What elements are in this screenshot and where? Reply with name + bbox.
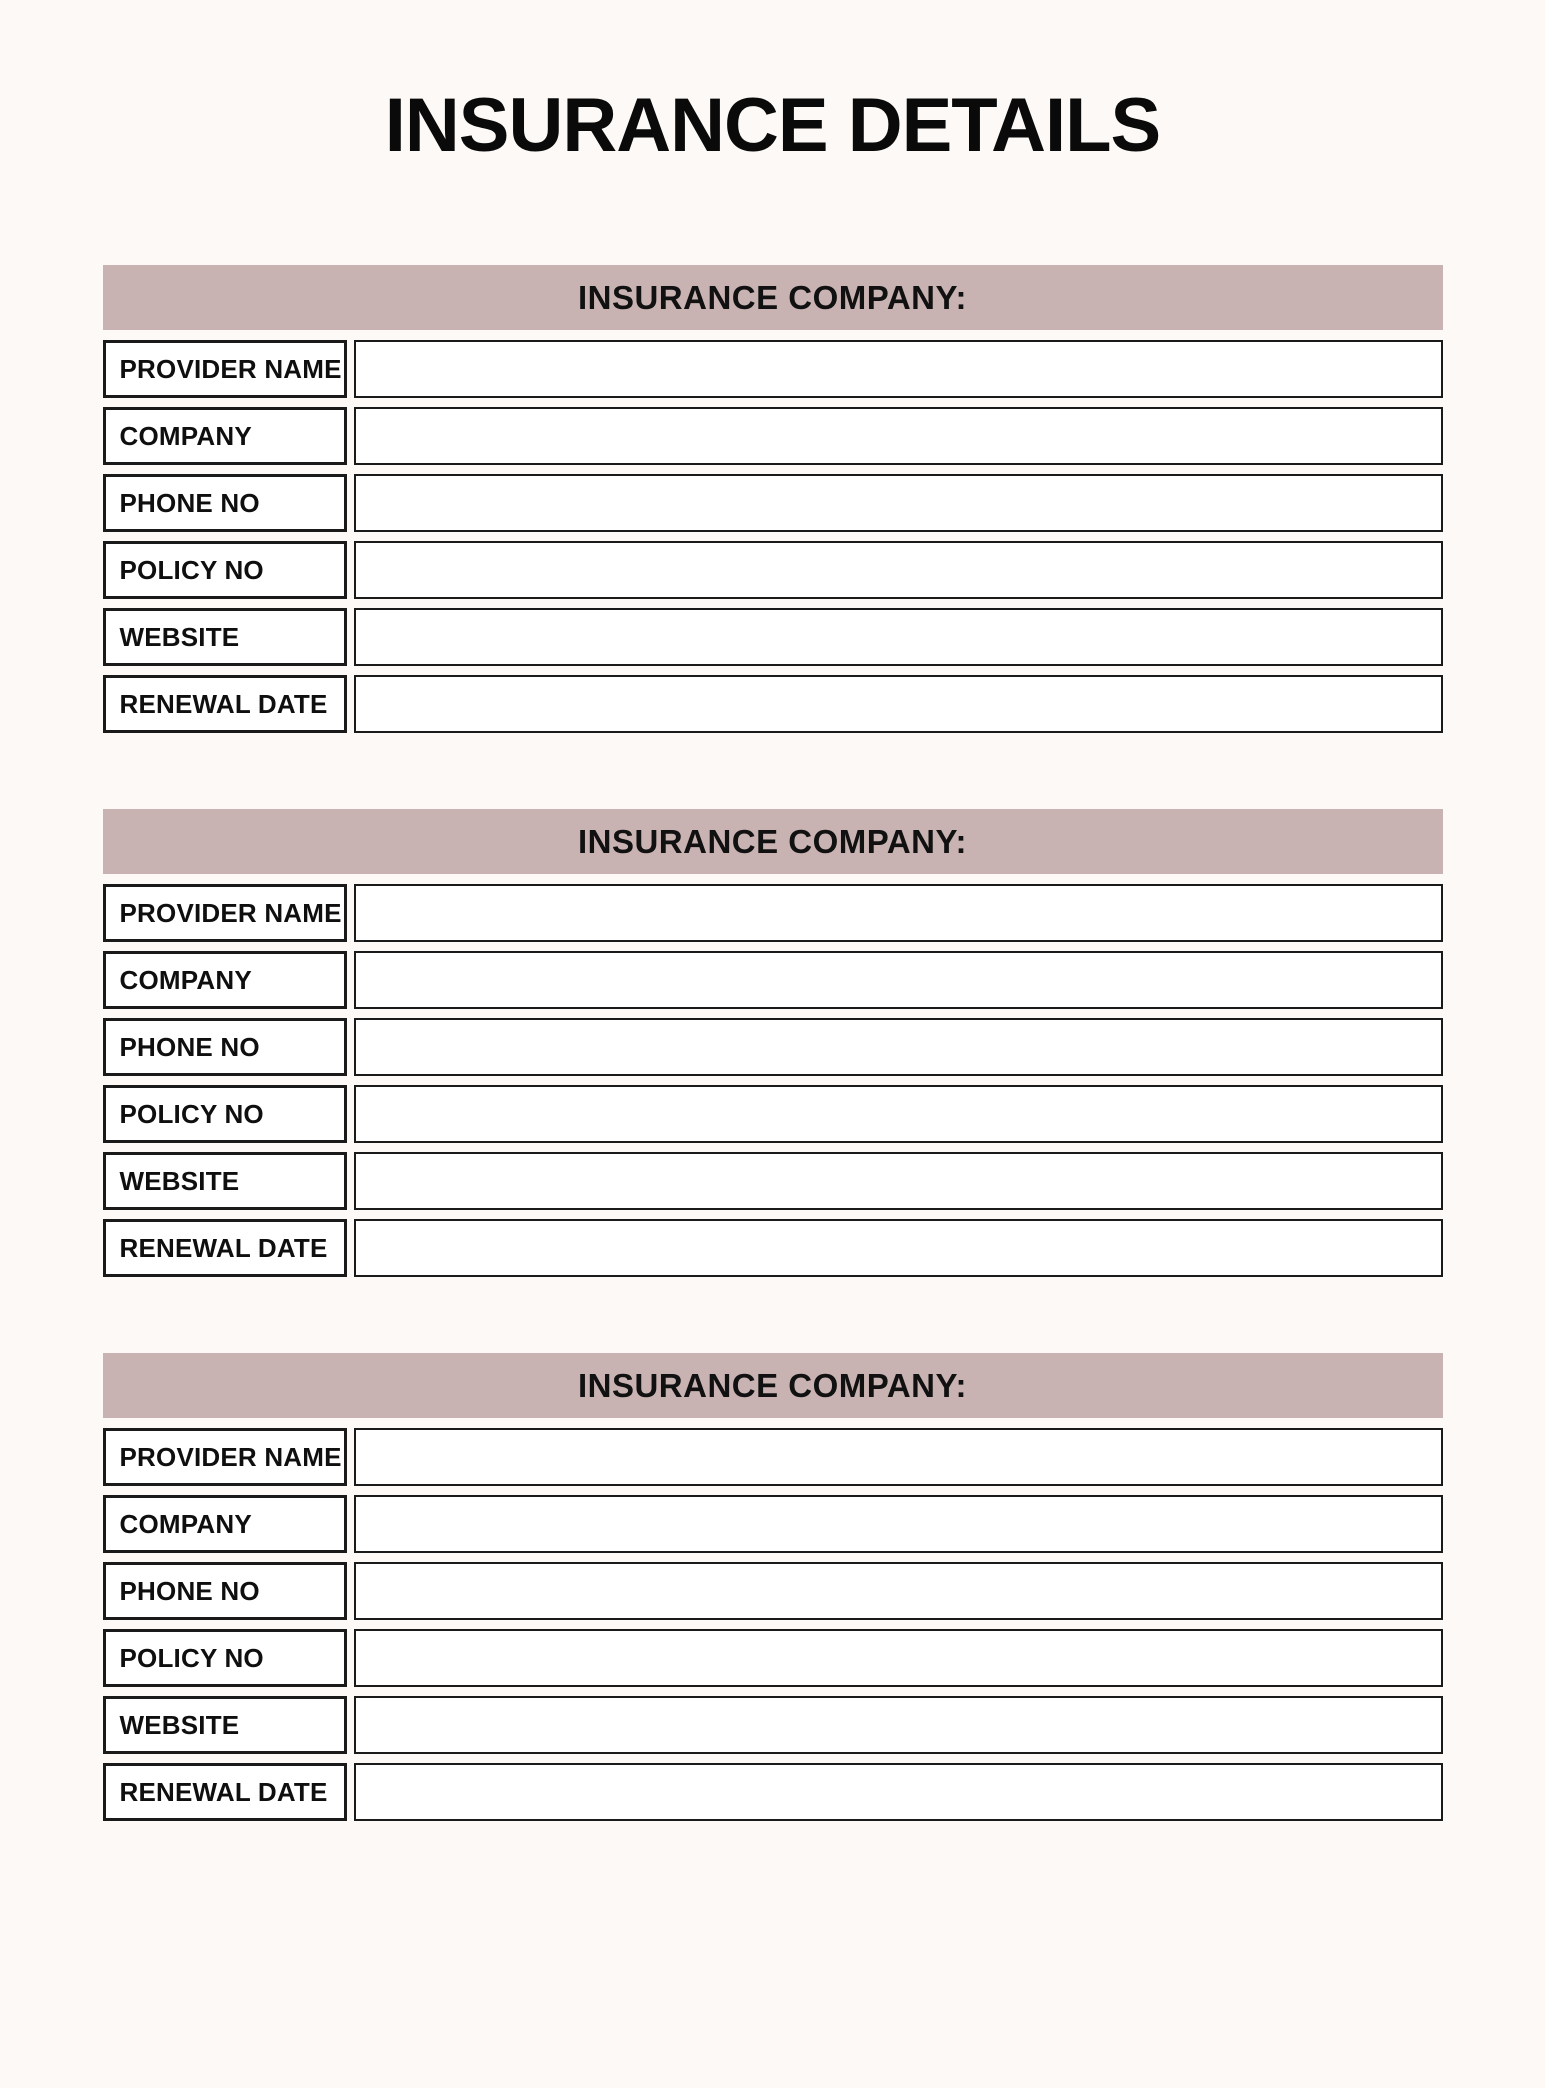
section-header-label: INSURANCE COMPANY: (577, 278, 968, 316)
field-row-phone-no (103, 1018, 1443, 1076)
field-label: COMPANY (119, 964, 252, 995)
insurance-section-2 (103, 809, 1443, 1277)
field-label: PROVIDER NAME (119, 353, 342, 384)
field-row-website (103, 608, 1443, 666)
field-label-box (103, 951, 347, 1009)
field-label: RENEWAL DATE (119, 688, 328, 719)
field-label-box (103, 1428, 347, 1486)
insurance-section-1 (103, 265, 1443, 733)
field-label: WEBSITE (119, 1165, 240, 1196)
field-row-policy-no (103, 541, 1443, 599)
policy-no-input[interactable] (354, 541, 1443, 599)
field-label-box (103, 608, 347, 666)
phone-no-input[interactable] (354, 1018, 1443, 1076)
field-label: PROVIDER NAME (119, 1441, 342, 1472)
provider-name-input[interactable] (354, 340, 1443, 398)
section-header-label: INSURANCE COMPANY: (577, 822, 968, 860)
field-label-box (103, 1495, 347, 1553)
insurance-section-3 (103, 1353, 1443, 1821)
section-header (103, 809, 1443, 874)
renewal-date-input[interactable] (354, 1219, 1443, 1277)
field-label-box (103, 884, 347, 942)
section-header-label: INSURANCE COMPANY: (577, 1366, 968, 1404)
phone-no-input[interactable] (354, 474, 1443, 532)
field-row-renewal-date (103, 1763, 1443, 1821)
field-row-company (103, 1495, 1443, 1553)
website-input[interactable] (354, 1696, 1443, 1754)
field-label: WEBSITE (119, 1709, 240, 1740)
field-label: PHONE NO (119, 487, 260, 518)
website-input[interactable] (354, 1152, 1443, 1210)
phone-no-input[interactable] (354, 1562, 1443, 1620)
provider-name-input[interactable] (354, 884, 1443, 942)
field-row-company (103, 951, 1443, 1009)
field-label: COMPANY (119, 420, 252, 451)
field-row-renewal-date (103, 675, 1443, 733)
field-label-box (103, 340, 347, 398)
field-label: POLICY NO (119, 1098, 264, 1129)
field-label: PHONE NO (119, 1031, 260, 1062)
field-label-box (103, 1219, 347, 1277)
company-input[interactable] (354, 1495, 1443, 1553)
field-label-box (103, 1152, 347, 1210)
company-input[interactable] (354, 951, 1443, 1009)
field-row-phone-no (103, 1562, 1443, 1620)
field-label: PHONE NO (119, 1575, 260, 1606)
field-label: WEBSITE (119, 621, 240, 652)
renewal-date-input[interactable] (354, 1763, 1443, 1821)
field-row-company (103, 407, 1443, 465)
field-row-provider-name (103, 340, 1443, 398)
field-label-box (103, 1763, 347, 1821)
field-row-renewal-date (103, 1219, 1443, 1277)
field-label-box (103, 1696, 347, 1754)
field-row-policy-no (103, 1629, 1443, 1687)
form-content (103, 265, 1443, 1821)
field-label: PROVIDER NAME (119, 897, 342, 928)
field-row-provider-name (103, 1428, 1443, 1486)
field-label: POLICY NO (119, 1642, 264, 1673)
field-label: COMPANY (119, 1508, 252, 1539)
policy-no-input[interactable] (354, 1629, 1443, 1687)
field-label-box (103, 1629, 347, 1687)
field-row-provider-name (103, 884, 1443, 942)
website-input[interactable] (354, 608, 1443, 666)
field-label: RENEWAL DATE (119, 1232, 328, 1263)
field-row-website (103, 1696, 1443, 1754)
field-label-box (103, 541, 347, 599)
section-header (103, 265, 1443, 330)
field-label-box (103, 1085, 347, 1143)
company-input[interactable] (354, 407, 1443, 465)
field-label: RENEWAL DATE (119, 1776, 328, 1807)
section-header (103, 1353, 1443, 1418)
field-label-box (103, 474, 347, 532)
field-label-box (103, 1018, 347, 1076)
field-row-phone-no (103, 474, 1443, 532)
field-row-policy-no (103, 1085, 1443, 1143)
field-label: POLICY NO (119, 554, 264, 585)
provider-name-input[interactable] (354, 1428, 1443, 1486)
field-label-box (103, 675, 347, 733)
field-label-box (103, 407, 347, 465)
policy-no-input[interactable] (354, 1085, 1443, 1143)
page-title: INSURANCE DETAILS (384, 83, 1161, 168)
field-row-website (103, 1152, 1443, 1210)
renewal-date-input[interactable] (354, 675, 1443, 733)
field-label-box (103, 1562, 347, 1620)
